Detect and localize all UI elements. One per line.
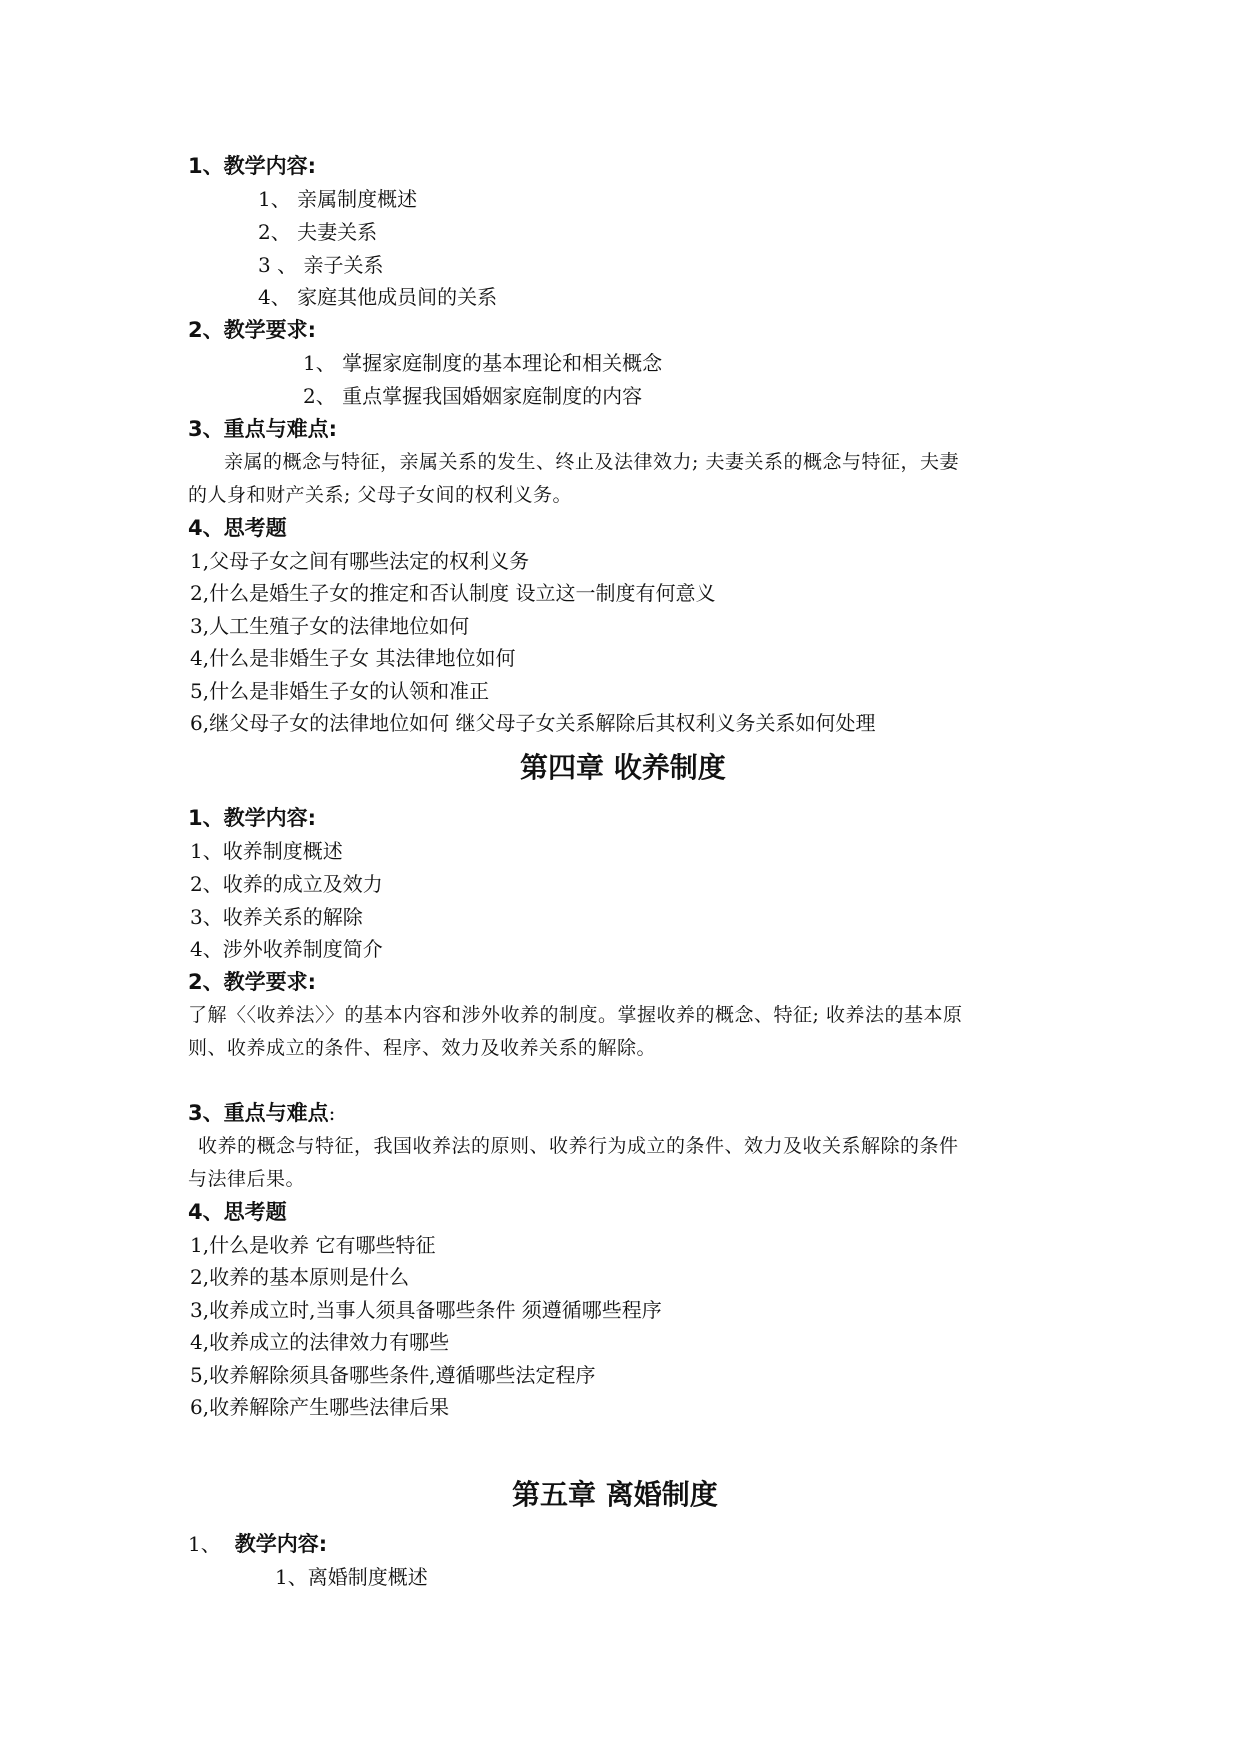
list-item: 1、离婚制度概述	[275, 1565, 428, 1589]
content-heading	[188, 1532, 327, 1556]
paragraph-line: 则、收养成立的条件、程序、效力及收养关系的解除。	[188, 1037, 657, 1059]
paragraph-line: 的人身和财产关系; 父母子女间的权利义务。	[188, 484, 572, 506]
question-item: 3,收养成立时,当事人须具备哪些条件 须遵循哪些程序	[190, 1298, 662, 1322]
key-points-heading	[188, 1101, 335, 1125]
question-item: 4,什么是非婚生子女 其法律地位如何	[190, 646, 516, 670]
requirements-heading: 2、教学要求:	[188, 970, 317, 994]
paragraph-line: 与法律后果。	[188, 1168, 306, 1190]
requirements-heading: 2、教学要求:	[188, 318, 317, 342]
question-item: 2,收养的基本原则是什么	[190, 1265, 410, 1289]
question-item: 1,父母子女之间有哪些法定的权利义务	[190, 549, 530, 573]
paragraph-line: 收养的概念与特征，我国收养法的原则、收养行为成立的条件、效力及收关系解除的条件	[198, 1135, 959, 1157]
chapter-title: 第四章 收养制度	[520, 751, 726, 784]
question-item: 6,收养解除产生哪些法律后果	[190, 1395, 450, 1419]
list-item: 1、 亲属制度概述	[258, 187, 418, 211]
question-item: 5,收养解除须具备哪些条件,遵循哪些法定程序	[190, 1363, 596, 1387]
key-points-heading-text: 3、重点与难点	[188, 1101, 329, 1125]
paragraph-line: 了解〈〈收养法〉〉的基本内容和涉外收养的制度。掌握收养的概念、特征; 收养法的基本原	[188, 1004, 963, 1026]
question-item: 1,什么是收养 它有哪些特征	[190, 1233, 436, 1257]
list-item: 3 、 亲子关系	[258, 253, 384, 277]
question-item: 2,什么是婚生子女的推定和否认制度 设立这一制度有何意义	[190, 581, 716, 605]
content-heading-number: 1、	[188, 1532, 221, 1556]
list-item: 2、收养的成立及效力	[190, 872, 383, 896]
questions-heading: 4、思考题	[188, 1200, 287, 1224]
question-item: 6,继父母子女的法律地位如何 继父母子女关系解除后其权利义务关系如何处理	[190, 711, 876, 735]
chapter-title: 第五章 离婚制度	[512, 1478, 718, 1511]
list-item: 1、 掌握家庭制度的基本理论和相关概念	[303, 351, 663, 375]
list-item: 1、收养制度概述	[190, 839, 343, 863]
key-points-heading: 3、重点与难点:	[188, 417, 338, 441]
list-item: 3、收养关系的解除	[190, 905, 363, 929]
content-heading-text: 教学内容:	[234, 1532, 328, 1556]
question-item: 5,什么是非婚生子女的认领和准正	[190, 679, 490, 703]
content-heading: 1、教学内容:	[188, 806, 317, 830]
question-item: 4,收养成立的法律效力有哪些	[190, 1330, 450, 1354]
list-item: 4、 家庭其他成员间的关系	[258, 285, 498, 309]
questions-heading: 4、思考题	[188, 516, 287, 540]
key-points-heading-colon: :	[328, 1101, 336, 1125]
paragraph-line: 亲属的概念与特征，亲属关系的发生、终止及法律效力; 夫妻关系的概念与特征，夫妻	[224, 451, 959, 473]
question-item: 3,人工生殖子女的法律地位如何	[190, 614, 470, 638]
list-item: 4、涉外收养制度简介	[190, 937, 383, 961]
list-item: 2、 夫妻关系	[258, 220, 378, 244]
list-item: 2、 重点掌握我国婚姻家庭制度的内容	[303, 384, 643, 408]
content-heading: 1、教学内容:	[188, 154, 317, 178]
